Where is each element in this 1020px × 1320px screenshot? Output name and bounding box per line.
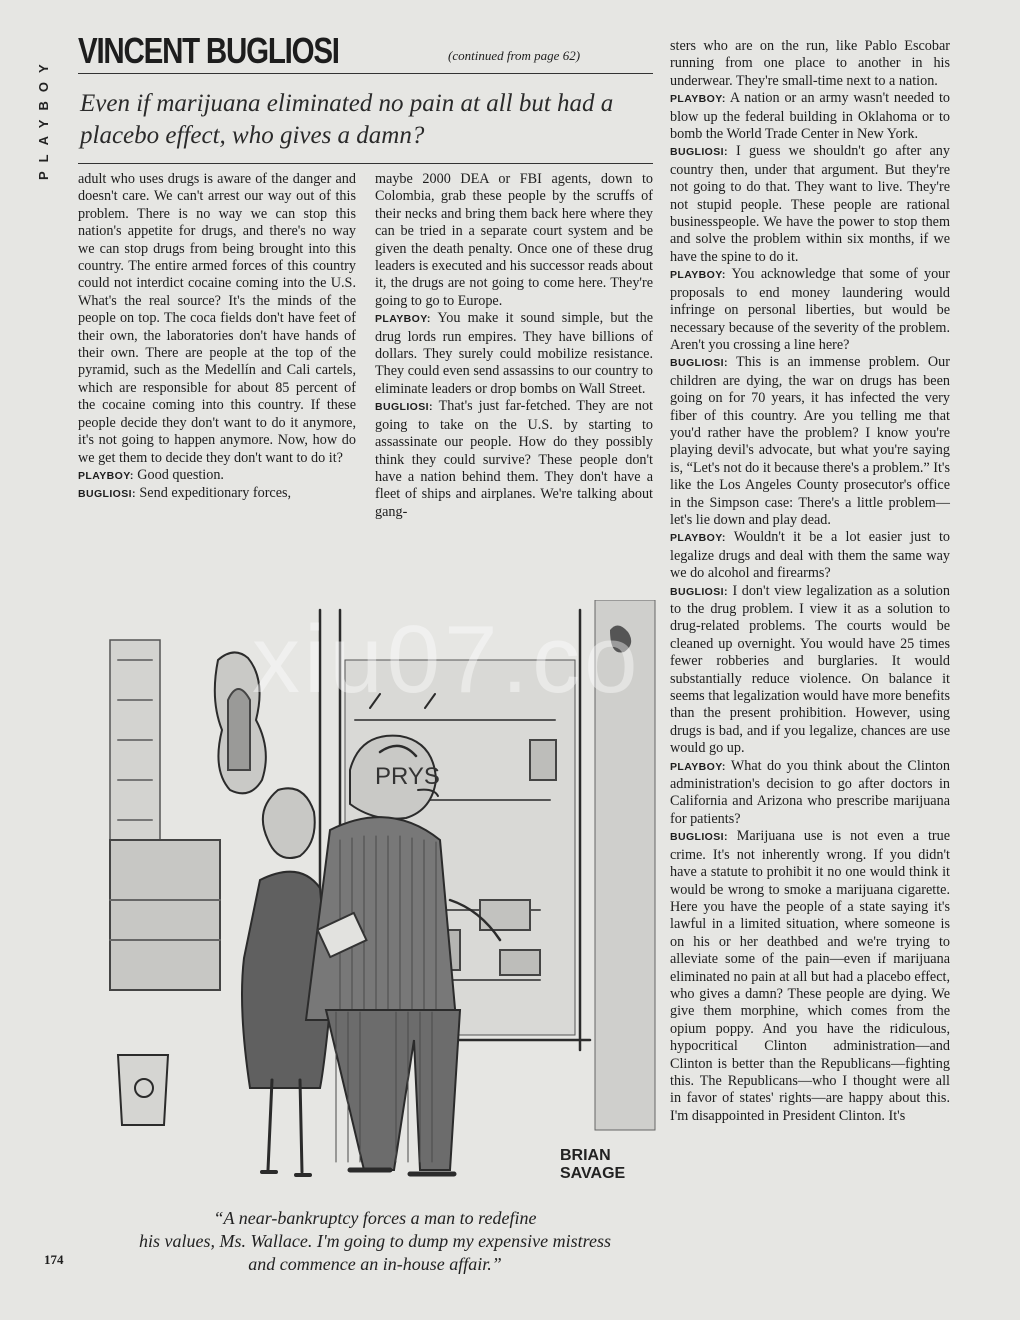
speaker-label: PLAYBOY: [375, 313, 431, 326]
interview-paragraph [670, 90, 950, 143]
headline-rule [78, 73, 653, 74]
interview-paragraph [375, 310, 653, 398]
paragraph-text: Good question. [137, 466, 224, 483]
paragraph-text: That's just far-fetched. They are not going to take on the U.S. by starting to assassinate our people. How do they possibly think they could survive? These people don't have a nation behind them. They don't have a fleet of ships and airplanes. We're talking about gang- [375, 398, 653, 520]
paragraph-text: Wouldn't it be a lot easier just to legalize drugs and deal with them the same way we do alcohol and firearms? [670, 529, 950, 582]
caption-line: and commence an in-house affair.” [248, 1254, 502, 1274]
paragraph-text: What do you think about the Clinton administration's decision to go after doctors in California and Arizona who prescribe marijuana for patients? [670, 757, 950, 827]
interview-paragraph [670, 758, 950, 829]
speaker-label: BUGLIOSI: [375, 401, 433, 414]
interview-paragraph [78, 171, 356, 467]
speaker-label: PLAYBOY: [78, 469, 134, 482]
watermark: xiu07.co [252, 606, 642, 713]
text-column-1 [78, 171, 356, 504]
caption-line: “A near-bankruptcy forces a man to redefine [213, 1208, 537, 1228]
paragraph-text: maybe 2000 DEA or FBI agents, down to Colombia, grab these people by the scruffs of their necks and bring them back here where they can be tried in a separate court system and be given the death penalty. Once one of these drug leaders is executed and his successor reads about it, the drugs are not going to come here. They're going to go to Europe. [375, 171, 653, 309]
speaker-label: BUGLIOSI: [670, 146, 728, 159]
continued-note: (continued from page 62) [448, 48, 581, 63]
artist-signature-1: BRIAN [560, 1147, 611, 1164]
paragraph-text: I don't view legalization as a solution to the drug problem. I view it as a solution to drug-related problems. The courts would be cleaned up overnight. You would have 25 times fewer robberies and burglaries. It would substantially reduce violence. On balance it seems that legalization would have more benefits than the present prohibition. However, using drugs is bad, and if you legalize, chances are use would go up. [670, 582, 950, 757]
interview-paragraph [670, 143, 950, 266]
text-column-2 [375, 171, 653, 521]
speaker-label: PLAYBOY: [670, 760, 726, 773]
cartoon-caption [80, 1207, 670, 1276]
article-title: VINCENT BUGLIOSI [78, 30, 339, 71]
paragraph-text: Marijuana use is not even a true crime. It's not inherently wrong. If you didn't have a statute to prohibit it no one would think it would be wrong to smoke a marijuana cigarette. Here you have the people of a state saying it's lawful in a limited situation, where someone is on his or her deathbed and we're trying to alleviate some of the pain—even if marijuana eliminated no pain at all but had a placebo effect, who gives a damn? These people are dying. We give them morphine, which comes from the opium poppy. And you have the ridiculous, hypocritical Clinton administration—and Clinton is better than the Republicans—fighting this. The Republicans—who I thought were all in favor of states' rights—are happy about this. I'm disappointed in President Clinton. It's [670, 828, 950, 1124]
speaker-label: BUGLIOSI: [78, 488, 136, 501]
paragraph-text: A nation or an army wasn't needed to blow up the federal building in Oklahoma or to bomb the World Trade Center in New York. [670, 90, 951, 143]
paragraph-text: You acknowledge that some of your proposals to end money laundering would infringe on personal liberties, but would be necessary because of the severity of the problem. Aren't you crossing a line here? [670, 266, 950, 353]
interview-paragraph [670, 38, 950, 90]
spine-label: PLAYBOY [36, 55, 51, 180]
interview-paragraph [375, 398, 653, 521]
store-sign: PRYS [375, 763, 440, 790]
paragraph-text: sters who are on the run, like Pablo Escobar running from one place to another in his underwear. They're small-time next to a nation. [670, 38, 950, 89]
pullquote-rule [78, 163, 653, 164]
paragraph-text: I guess we shouldn't go after any country then, under that argument. But they're not going to do that. They want to live. They're not stupid people. These people are rational businesspeople. We have the power to stop them and solve the problem within six months, if we have the spine to do it. [670, 143, 950, 265]
interview-paragraph [670, 583, 950, 758]
speaker-label: BUGLIOSI: [670, 831, 728, 844]
interview-paragraph [670, 266, 950, 354]
pull-quote: Even if marijuana eliminated no pain at all but had a placebo effect, who gives a damn? [80, 90, 614, 149]
interview-paragraph [78, 467, 356, 485]
text-column-3 [670, 38, 950, 1125]
artist-signature-2: SAVAGE [560, 1165, 626, 1182]
interview-paragraph [375, 171, 653, 310]
speaker-label: BUGLIOSI: [670, 357, 728, 370]
paragraph-text: You make it sound simple, but the drug lords run empires. They have billions of dollars. They surely could mobilize resistance. They could even send assassins to our country to eliminate leaders or drop bombs on Wall Street. [375, 310, 653, 397]
speaker-label: PLAYBOY: [670, 269, 726, 282]
interview-paragraph [670, 529, 950, 582]
paragraph-text: Send expeditionary forces, [139, 485, 292, 502]
caption-line: his values, Ms. Wallace. I'm going to dump my expensive mistress [139, 1231, 611, 1251]
page-number: 174 [44, 1252, 64, 1267]
headline-row [78, 30, 650, 70]
speaker-label: PLAYBOY: [670, 93, 726, 106]
interview-paragraph [670, 828, 950, 1125]
speaker-label: PLAYBOY: [670, 532, 726, 545]
interview-paragraph [670, 354, 950, 529]
paragraph-text: adult who uses drugs is aware of the danger and doesn't care. We can't arrest our way out of this problem. There is no way we can stop this nation's appetite for drugs, and there's no way we can stop drugs from being brought into this country. The entire armed forces of this country could not interdict cocaine coming into the U.S. What's the real source? It's the minds of the people on top. The coca fields don't have feet of their own, the laboratories don't have hands of their own. There are people at the top of the pyramid, such as the Medellín and Cali cartels, which are responsible for about 85 percent of the cocaine coming into this country. If these people decide they don't want to do it anymore, it's not going to happen anymore. Now, how do we get them to decide they don't want to do it? [78, 171, 356, 466]
paragraph-text: This is an immense problem. Our children are dying, the war on drugs has been going on for 70 years, it has infected the very fiber of this country. Are you telling me that you'd rather have the problem? I know you're playing devil's advocate, but what you're saying is, “Let's not do it because there's a problem.” It's like the Los Angeles County prosecutor's office in the Simpson case: There's a little problem—let's lie down and play dead. [670, 354, 950, 528]
interview-paragraph [78, 485, 356, 503]
speaker-label: BUGLIOSI: [670, 585, 728, 598]
